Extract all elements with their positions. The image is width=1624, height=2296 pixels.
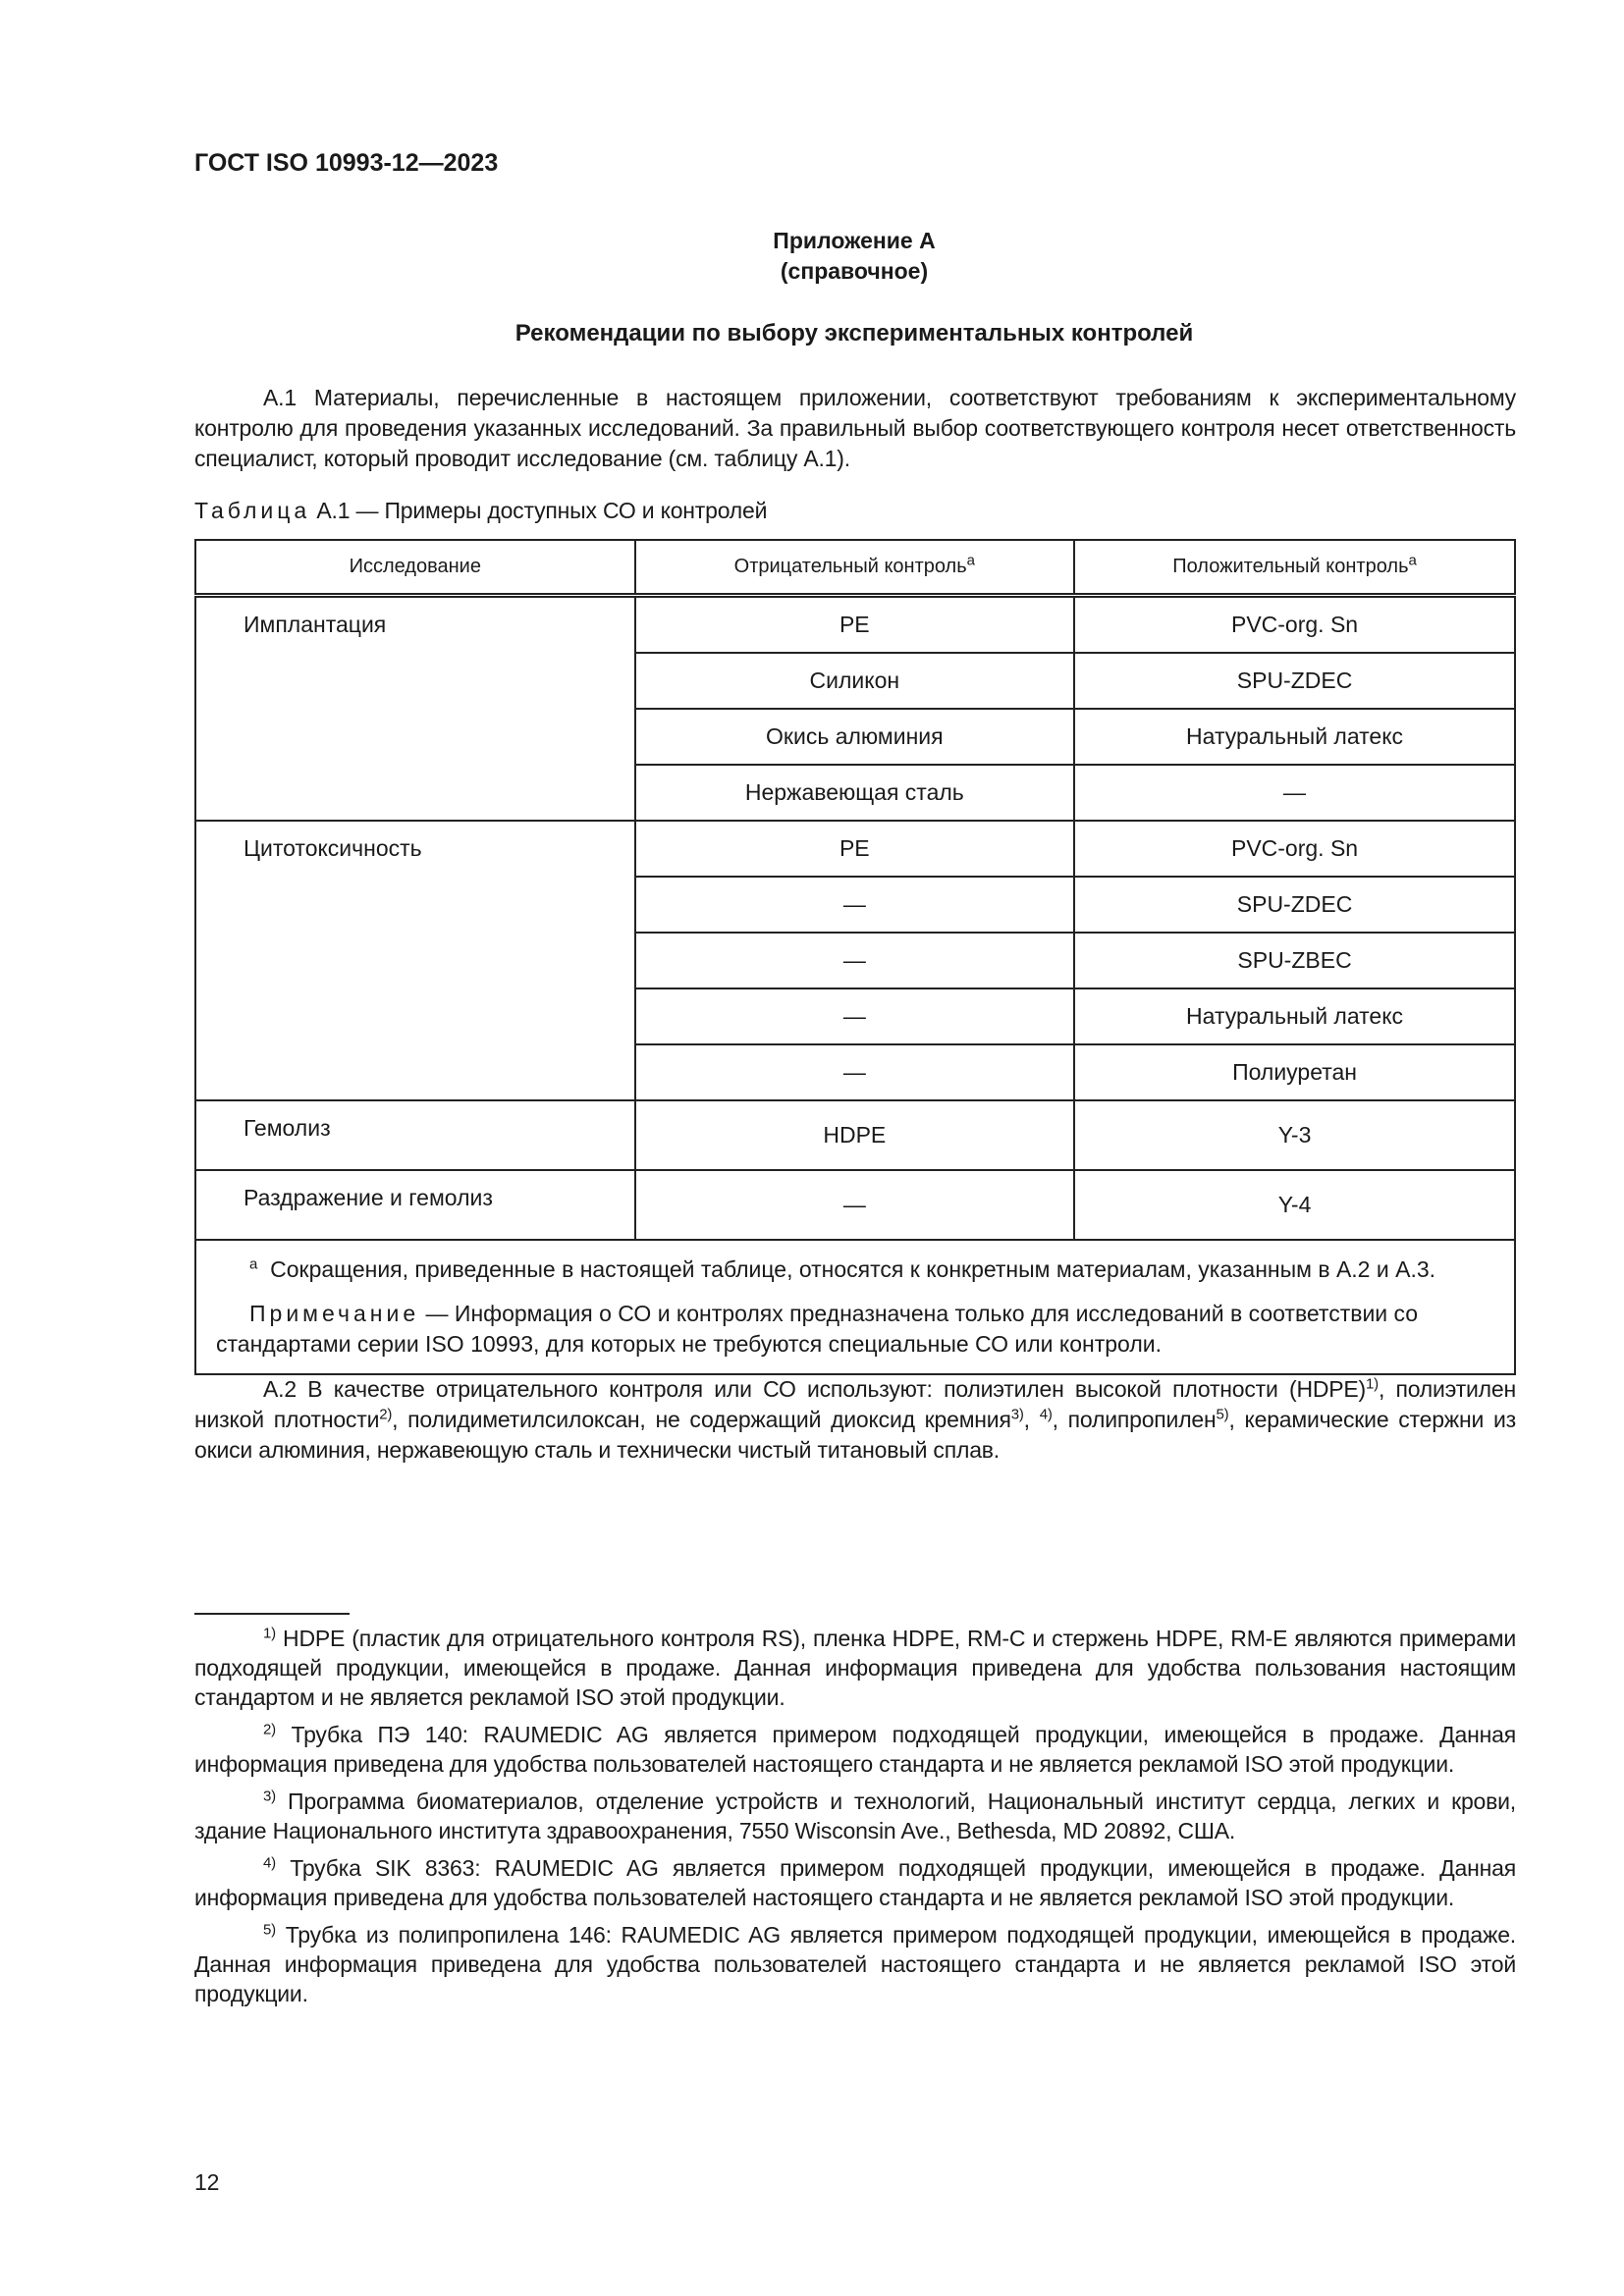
- annex-title: Приложение А: [773, 228, 936, 253]
- paragraph-a2: А.2 В качестве отрицательного контроля или СО используют: полиэтилен высокой плотности (HDPE)$^{1)}$, полиэтилен низкой плотности$^{2)}$, полидиметилсилоксан, не содержащий диоксид кремния$^{3)}$, $^{4)}$, полипропилен$^{5)}$, керамические стержни из окиси алюминия, нержавеющую сталь и технически чистый титановый сплав.: [194, 1375, 1516, 1463]
- table-row: [195, 596, 1515, 654]
- header-positive-control: Положительный контроль$^a$: [1074, 540, 1515, 596]
- negative-control-cell: HDPE: [635, 1100, 1075, 1170]
- annex-heading: Рекомендации по выбору экспериментальных контролей: [514, 320, 1194, 347]
- positive-control-cell: SPU-ZDEC: [1074, 653, 1515, 709]
- table-row: [195, 1100, 1515, 1170]
- negative-control-cell: —: [635, 1170, 1075, 1240]
- positive-control-cell: PVC-org. Sn: [1074, 821, 1515, 877]
- document-id: ГОСТ ISO 10993-12—2023: [194, 149, 499, 177]
- negative-control-cell: —: [635, 988, 1075, 1044]
- table-note: Примечание — Информация о СО и контролях предназначена только для исследований в соответствии со стандартами серии ISO 10993, для которых не требуются специальные СО или контроли.: [216, 1301, 1419, 1357]
- negative-control-cell: Окись алюминия: [635, 709, 1075, 765]
- footnote-text: Трубка SIK 8363: RAUMEDIC AG является примером подходящей продукции, имеющейся в продаже. Данная информация приведена для удобства пользователей настоящего стандарта и не является рекламой ISO этой продукции.: [194, 1855, 1516, 1910]
- table-notes: [195, 1240, 1515, 1374]
- table-row: [195, 821, 1515, 877]
- negative-control-cell: PE: [635, 596, 1075, 654]
- table-caption: [194, 496, 767, 526]
- negative-control-cell: —: [635, 1044, 1075, 1100]
- annex-title-block: [0, 226, 1624, 287]
- paragraph-a1: А.1 Материалы, перечисленные в настоящем приложении, соответствуют требованиям к экспериментальному контролю для проведения указанных исследований. За правильный выбор соответствующего контроля несет ответственность специалист, который проводит исследование (см. таблицу А.1).: [194, 385, 1516, 471]
- positive-control-cell: SPU-ZDEC: [1074, 877, 1515, 933]
- table-caption-label: Таблица: [194, 498, 311, 523]
- negative-control-cell: —: [635, 933, 1075, 988]
- table-caption-text: А.1 — Примеры доступных СО и контролей: [310, 498, 768, 523]
- table-footnote: $^a$ Сокращения, приведенные в настоящей таблице, относятся к конкретным материалам, указанным в А.2 и А.3.: [249, 1255, 1436, 1282]
- positive-control-cell: Натуральный латекс: [1074, 988, 1515, 1044]
- table-header-row: [195, 540, 1515, 596]
- positive-control-cell: —: [1074, 765, 1515, 821]
- negative-control-cell: PE: [635, 821, 1075, 877]
- positive-control-cell: Y-3: [1074, 1100, 1515, 1170]
- controls-table: [194, 539, 1516, 1375]
- positive-control-cell: Полиуретан: [1074, 1044, 1515, 1100]
- negative-control-cell: —: [635, 877, 1075, 933]
- negative-control-cell: Нержавеющая сталь: [635, 765, 1075, 821]
- footnote-mark: 1): [263, 1625, 276, 1642]
- footnote-mark: 2): [263, 1721, 276, 1738]
- footnote: [194, 1720, 1516, 1779]
- footnote-text: Трубка ПЭ 140: RAUMEDIC AG является примером подходящей продукции, имеющейся в продаже. Данная информация приведена для удобства пользователей настоящего стандарта и не является рекламой ISO этой продукции.: [194, 1722, 1516, 1777]
- footnote-text: HDPE (пластик для отрицательного контроля RS), пленка HDPE, RM-C и стержень HDPE, RM-E являются примерами подходящей продукции, имеющейся в продаже. Данная информация приведена для удобства пользования настоящим стандартом и не является рекламой ISO этой продукции.: [194, 1626, 1516, 1710]
- footnote-separator: [194, 1613, 350, 1615]
- study-cell: Цитотоксичность: [195, 821, 635, 1100]
- page-number: 12: [194, 2169, 220, 2195]
- footnote-mark: 3): [263, 1788, 276, 1805]
- footnote: [194, 1853, 1516, 1912]
- footnote-mark: 5): [263, 1921, 276, 1939]
- header-negative-control: Отрицательный контроль$^a$: [635, 540, 1075, 596]
- negative-control-cell: Силикон: [635, 653, 1075, 709]
- annex-subtitle: (справочное): [780, 258, 929, 284]
- table-notes-row: [195, 1240, 1515, 1374]
- positive-control-cell: SPU-ZBEC: [1074, 933, 1515, 988]
- footnote-mark: 4): [263, 1854, 276, 1872]
- footnote: [194, 1624, 1516, 1712]
- header-study: Исследование: [195, 540, 635, 596]
- footnote-text: Программа биоматериалов, отделение устройств и технологий, Национальный институт сердца, легких и крови, здание Национального института здравоохранения, 7550 Wisconsin Ave., Bethesda, MD 20892, США.: [194, 1789, 1516, 1843]
- footnotes: [194, 1624, 1516, 2016]
- positive-control-cell: Натуральный латекс: [1074, 709, 1515, 765]
- study-cell: Раздражение и гемолиз: [195, 1170, 635, 1240]
- table-row: [195, 1170, 1515, 1240]
- study-cell: Имплантация: [195, 596, 635, 822]
- study-cell: Гемолиз: [195, 1100, 635, 1170]
- footnote: [194, 1787, 1516, 1845]
- footnote: [194, 1920, 1516, 2008]
- footnote-text: Трубка из полипропилена 146: RAUMEDIC AG является примером подходящей продукции, имеющейся в продаже. Данная информация приведена для удобства пользователей настоящего стандарта и не является рекламой ISO этой продукции.: [194, 1922, 1516, 2006]
- positive-control-cell: PVC-org. Sn: [1074, 596, 1515, 654]
- positive-control-cell: Y-4: [1074, 1170, 1515, 1240]
